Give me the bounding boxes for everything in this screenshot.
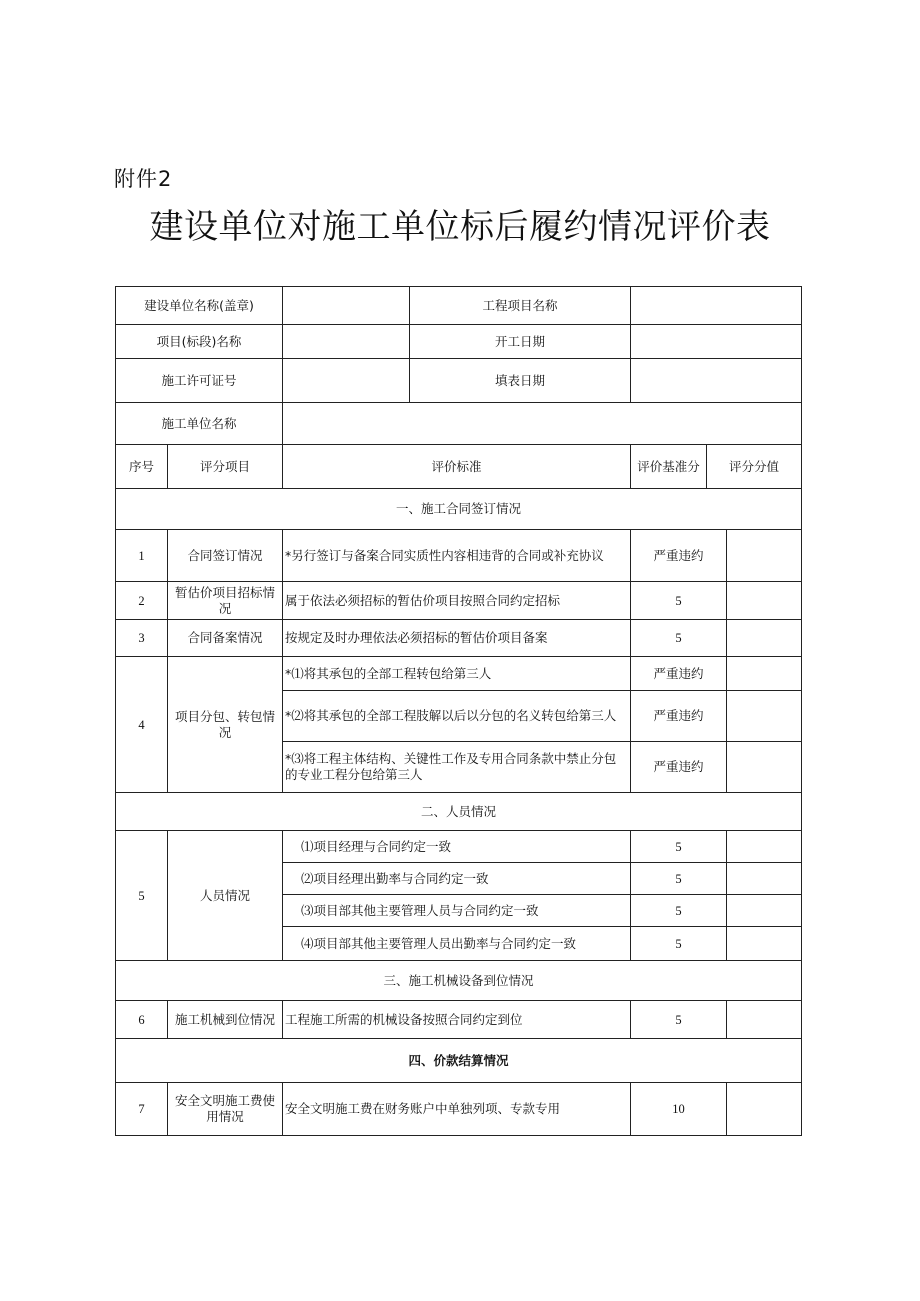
row-standard: 工程施工所需的机械设备按照合同约定到位 [283,1001,631,1039]
row-score-field[interactable] [727,742,802,793]
col-standard: 评价标准 [283,445,631,489]
row-item: 安全文明施工费使用情况 [168,1083,283,1136]
row-standard: *⑴将其承包的全部工程转包给第三人 [283,657,631,691]
row-score-field[interactable] [727,620,802,657]
section-header [116,1039,802,1083]
row-no: 1 [116,530,168,582]
contractor-label: 施工单位名称 [116,403,283,445]
contractor-field[interactable] [283,403,802,445]
row-score-field[interactable] [727,831,802,863]
attachment-label: 附件2 [114,167,173,191]
row-standard: *⑶将工程主体结构、关键性工作及专用合同条款中禁止分包的专业工程分包给第三人 [283,742,631,793]
row-base-score: 5 [631,620,727,657]
section-header [116,961,802,1001]
row-base-score: 严重违约 [631,530,727,582]
row-score-field[interactable] [727,863,802,895]
row-standard: *⑵将其承包的全部工程肢解以后以分包的名义转包给第三人 [283,691,631,742]
row-item: 施工机械到位情况 [168,1001,283,1039]
row-score-field[interactable] [727,691,802,742]
row-item: 合同签订情况 [168,530,283,582]
permit-label: 施工许可证号 [116,359,283,403]
col-no: 序号 [116,445,168,489]
row-standard: ⑶项目部其他主要管理人员与合同约定一致 [283,895,631,927]
section-name-label: 项目(标段)名称 [116,325,283,359]
row-base-score: 5 [631,895,727,927]
row-score-field[interactable] [727,657,802,691]
section-title: 三、施工机械设备到位情况 [116,961,802,1001]
col-base-score: 评价基准分 [631,445,707,489]
row-base-score: 5 [631,831,727,863]
row-base-score: 严重违约 [631,657,727,691]
row-base-score: 5 [631,1001,727,1039]
table-row [116,1001,802,1039]
owner-name-field[interactable] [283,287,410,325]
section-header [116,793,802,831]
row-score-field[interactable] [727,927,802,961]
header-row-permit [116,359,802,403]
section-name-field[interactable] [283,325,410,359]
start-date-field[interactable] [631,325,802,359]
row-standard: *另行签订与备案合同实质性内容相违背的合同或补充协议 [283,530,631,582]
project-name-label: 工程项目名称 [410,287,631,325]
row-base-score: 严重违约 [631,691,727,742]
row-no: 5 [116,831,168,961]
row-no: 4 [116,657,168,793]
fill-date-label: 填表日期 [410,359,631,403]
table-row [116,582,802,620]
section-header [116,489,802,530]
document-title: 建设单位对施工单位标后履约情况评价表 [149,207,771,247]
table-row [116,1083,802,1136]
row-base-score: 严重违约 [631,742,727,793]
table-row [116,831,802,863]
row-base-score: 5 [631,927,727,961]
project-name-field[interactable] [631,287,802,325]
row-standard: ⑴项目经理与合同约定一致 [283,831,631,863]
row-standard: 属于依法必须招标的暂估价项目按照合同约定招标 [283,582,631,620]
row-score-field[interactable] [727,1083,802,1136]
owner-name-label: 建设单位名称(盖章) [116,287,283,325]
row-score-field[interactable] [727,895,802,927]
row-score-field[interactable] [727,530,802,582]
row-standard: ⑵项目经理出勤率与合同约定一致 [283,863,631,895]
col-score: 评分分值 [707,445,802,489]
row-score-field[interactable] [727,1001,802,1039]
evaluation-table [115,286,802,1136]
row-standard: 按规定及时办理依法必须招标的暂估价项目备案 [283,620,631,657]
fill-date-field[interactable] [631,359,802,403]
col-item: 评分项目 [168,445,283,489]
row-no: 7 [116,1083,168,1136]
column-header-row [116,445,802,489]
row-score-field[interactable] [727,582,802,620]
row-no: 2 [116,582,168,620]
section-title: 一、施工合同签订情况 [116,489,802,530]
row-standard: 安全文明施工费在财务账户中单独列项、专款专用 [283,1083,631,1136]
permit-field[interactable] [283,359,410,403]
table-row [116,530,802,582]
row-base-score: 10 [631,1083,727,1136]
table-row [116,620,802,657]
row-item: 合同备案情况 [168,620,283,657]
section-title: 二、人员情况 [116,793,802,831]
header-row-section [116,325,802,359]
row-base-score: 5 [631,863,727,895]
table-row [116,657,802,691]
row-item: 项目分包、转包情况 [168,657,283,793]
header-row-owner [116,287,802,325]
row-base-score: 5 [631,582,727,620]
start-date-label: 开工日期 [410,325,631,359]
row-standard: ⑷项目部其他主要管理人员出勤率与合同约定一致 [283,927,631,961]
row-no: 3 [116,620,168,657]
header-row-contractor [116,403,802,445]
section-title: 四、价款结算情况 [116,1039,802,1083]
row-item: 人员情况 [168,831,283,961]
row-item: 暂估价项目招标情况 [168,582,283,620]
row-no: 6 [116,1001,168,1039]
